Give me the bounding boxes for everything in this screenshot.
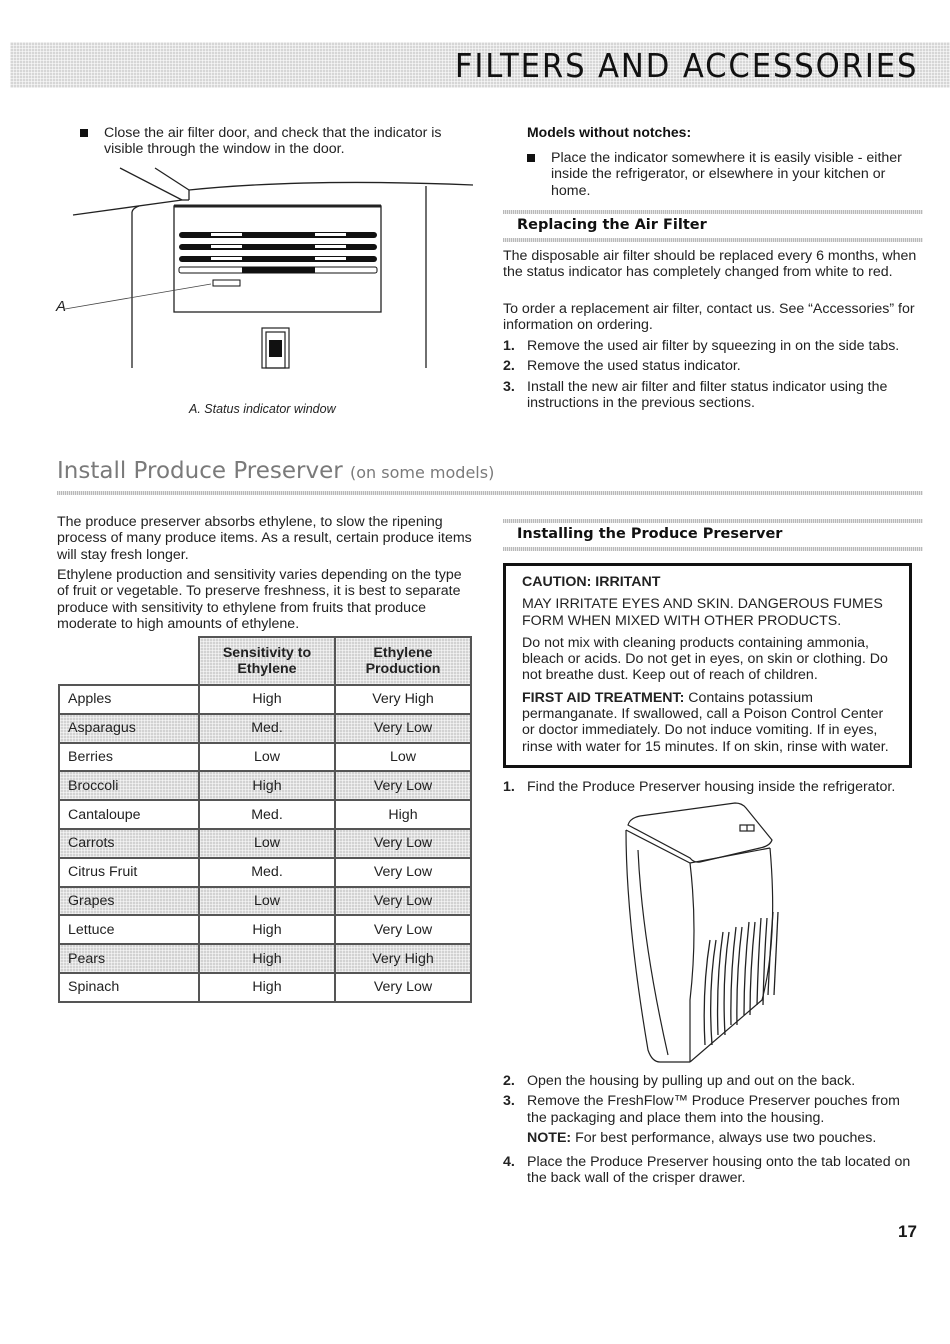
- produce-name-cell: Carrots: [59, 829, 199, 858]
- caution-box: [503, 563, 912, 768]
- models-bullet: [527, 150, 922, 199]
- callout-label-a: A: [56, 298, 67, 315]
- produce-name-cell: Broccoli: [59, 771, 199, 800]
- bullet-text: Close the air filter door, and check that the indicator is visible through the window in the door.: [104, 125, 442, 158]
- page-title: FILTERS AND ACCESSORIES: [454, 46, 918, 85]
- table-header-blank: [59, 637, 199, 685]
- bullet-text: Place the indicator somewhere it is easily visible - either inside the refrigerator, or elsewhere in your kitchen or home.: [551, 150, 902, 199]
- produce-section-heading: [57, 458, 494, 484]
- production-cell: Very Low: [335, 858, 471, 887]
- table-row: [59, 973, 471, 1002]
- first-aid-text: Contains potassium permanganate. If swallowed, call a Poison Control Center or doctor immediately. Do not induce vomiting. If in eyes, rinse with water for 15 minutes. If on skin, rinse with water.: [522, 689, 889, 755]
- caution-title: CAUTION: IRRITANT: [522, 574, 661, 590]
- produce-name-cell: Pears: [59, 944, 199, 973]
- step-item: [503, 779, 923, 795]
- sensitivity-cell: Low: [199, 743, 335, 772]
- production-cell: Very Low: [335, 829, 471, 858]
- note: [503, 1130, 923, 1146]
- produce-name-cell: Cantaloupe: [59, 800, 199, 829]
- step-number: 3.: [503, 1093, 515, 1110]
- produce-table: [58, 636, 472, 1003]
- sensitivity-cell: Med.: [199, 858, 335, 887]
- table-row: [59, 714, 471, 743]
- produce-preserver-housing-illustration: [620, 800, 795, 1065]
- sensitivity-cell: Low: [199, 829, 335, 858]
- bullet-square-icon: [80, 129, 88, 137]
- sensitivity-cell: High: [199, 973, 335, 1002]
- step-item: [503, 1154, 923, 1187]
- table-row: [59, 771, 471, 800]
- section-subheading: Installing the Produce Preserver: [517, 526, 783, 542]
- first-aid-label: FIRST AID TREATMENT:: [522, 689, 685, 706]
- table-row: [59, 829, 471, 858]
- step-text: Remove the FreshFlow™ Produce Preserver pouches from the packaging and place them into the housing.: [527, 1093, 900, 1126]
- first-aid: [522, 690, 897, 755]
- page-number: 17: [898, 1222, 917, 1241]
- heading-subtext: (on some models): [350, 463, 495, 482]
- step-number: 2.: [503, 358, 515, 375]
- table-row: [59, 944, 471, 973]
- production-cell: Very High: [335, 685, 471, 714]
- step-text: Install the new air filter and filter status indicator using the instructions in the previous sections.: [527, 378, 888, 411]
- sensitivity-cell: High: [199, 685, 335, 714]
- divider: [503, 210, 923, 214]
- divider: [503, 547, 923, 551]
- replacing-para-2: To order a replacement air filter, contact us. See “Accessories” for information on ordering.: [503, 301, 915, 334]
- caution-warning: MAY IRRITATE EYES AND SKIN. DANGEROUS FUMES FORM WHEN MIXED WITH OTHER PRODUCTS.: [522, 596, 883, 629]
- table-row: [59, 915, 471, 944]
- production-cell: Very High: [335, 944, 471, 973]
- step-text: Open the housing by pulling up and out on the back.: [527, 1073, 856, 1089]
- produce-name-cell: Citrus Fruit: [59, 858, 199, 887]
- heading-text: Install Produce Preserver: [57, 458, 343, 484]
- table-row: [59, 743, 471, 772]
- produce-name-cell: Lettuce: [59, 915, 199, 944]
- note-label: NOTE:: [527, 1129, 572, 1146]
- production-cell: Very Low: [335, 973, 471, 1002]
- produce-name-cell: Spinach: [59, 973, 199, 1002]
- divider: [503, 238, 923, 242]
- step-item: [503, 338, 923, 354]
- produce-para-2: Ethylene production and sensitivity varies depending on the type of fruit or vegetable. To preserve freshness, it is best to separate produce with sensitivity to ethylene from fruits that produce moderate to high amounts of ethylene.: [57, 567, 462, 632]
- sensitivity-cell: High: [199, 771, 335, 800]
- production-cell: Very Low: [335, 771, 471, 800]
- installing-steps: [503, 1073, 923, 1187]
- produce-name-cell: Berries: [59, 743, 199, 772]
- caution-para: Do not mix with cleaning products containing ammonia, bleach or acids. Do not get in eyes, on skin or clothing. Do not breathe dust. Keep out of reach of children.: [522, 634, 888, 684]
- bullet-item: [80, 125, 470, 158]
- figure-caption: A. Status indicator window: [189, 402, 336, 416]
- step-text: Find the Produce Preserver housing inside the refrigerator.: [527, 779, 896, 795]
- table-row: [59, 887, 471, 916]
- produce-para-1: The produce preserver absorbs ethylene, to slow the ripening process of many produce items. As a result, certain produce items will stay fresh longer.: [57, 514, 472, 563]
- bullet-square-icon: [527, 154, 535, 162]
- step-number: 3.: [503, 378, 515, 395]
- production-cell: Low: [335, 743, 471, 772]
- models-heading: Models without notches:: [527, 124, 692, 140]
- sensitivity-cell: Med.: [199, 714, 335, 743]
- step-text: Place the Produce Preserver housing onto the tab located on the back wall of the crisper drawer.: [527, 1154, 911, 1187]
- table-header-sensitivity: Sensitivity to Ethylene: [199, 637, 335, 685]
- divider: [57, 491, 923, 495]
- production-cell: High: [335, 800, 471, 829]
- replacing-para-1: The disposable air filter should be replaced every 6 months, when the status indicator has completely changed from white to red.: [503, 248, 917, 281]
- sensitivity-cell: Low: [199, 887, 335, 916]
- sensitivity-cell: Med.: [199, 800, 335, 829]
- produce-name-cell: Grapes: [59, 887, 199, 916]
- step-text: Remove the used status indicator.: [527, 358, 741, 375]
- note-text: For best performance, always use two pouches.: [571, 1129, 877, 1146]
- step-item: [503, 1073, 923, 1089]
- produce-name-cell: Apples: [59, 685, 199, 714]
- production-cell: Very Low: [335, 915, 471, 944]
- divider: [503, 519, 923, 523]
- sensitivity-cell: High: [199, 944, 335, 973]
- produce-name-cell: Asparagus: [59, 714, 199, 743]
- step-number: 1.: [503, 779, 515, 795]
- table-row: [59, 685, 471, 714]
- table-header-production: Ethylene Production: [335, 637, 471, 685]
- step-number: 1.: [503, 338, 515, 354]
- step-item: [503, 1093, 923, 1126]
- section-subheading: Replacing the Air Filter: [517, 217, 707, 233]
- table-row: [59, 858, 471, 887]
- table-row: [59, 800, 471, 829]
- air-filter-door-illustration: [55, 160, 475, 375]
- production-cell: Very Low: [335, 714, 471, 743]
- step-number: 2.: [503, 1073, 515, 1089]
- production-cell: Very Low: [335, 887, 471, 916]
- step-item: [503, 379, 923, 412]
- sensitivity-cell: High: [199, 915, 335, 944]
- step-item: [503, 358, 923, 374]
- step-number: 4.: [503, 1154, 515, 1171]
- replacing-steps: [503, 338, 923, 411]
- step-text: Remove the used air filter by squeezing in on the side tabs.: [527, 338, 900, 354]
